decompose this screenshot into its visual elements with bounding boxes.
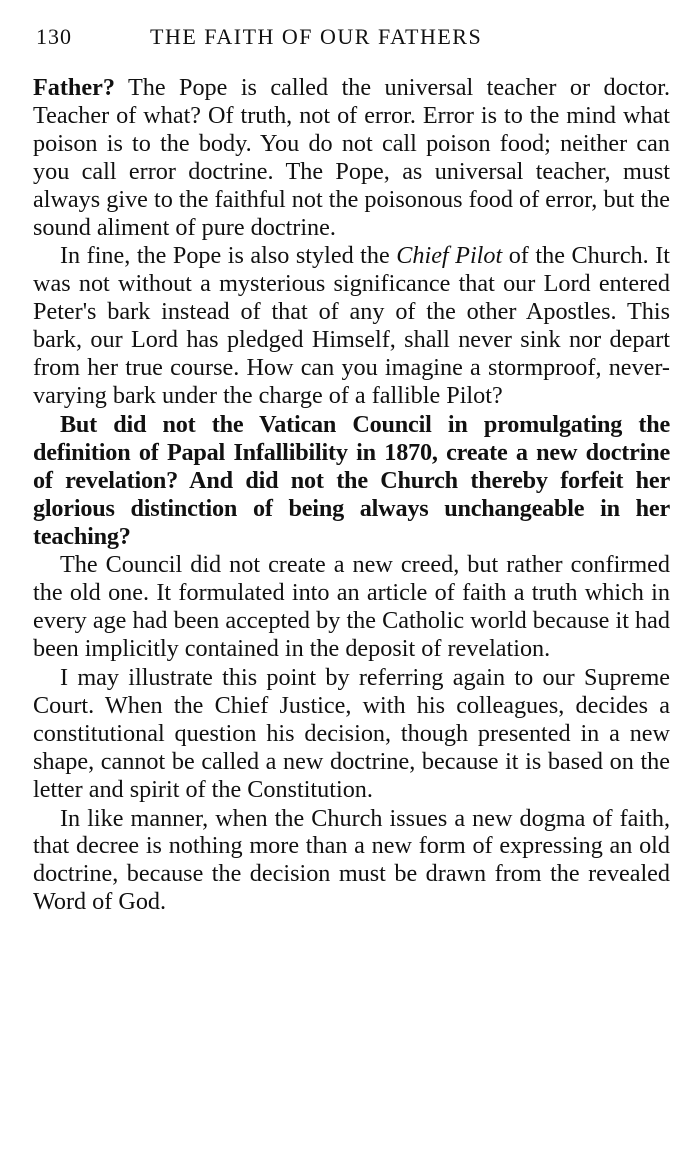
- paragraph-text: The Pope is called the universal teacher or doctor. Teacher of what? Of truth, not of error. Error is to the mind what poison is to the body. You do not call poison food; neither can you call error doctrine. The Pope, as universal teacher, must always give to the faithful not the poisonous food of error, but the sound aliment of pure doctrine.: [33, 74, 670, 241]
- question-paragraph: But did not the Vatican Council in promulgating the definition of Papal Infallibility in 1870, create a new doctrine of revelation? And did not the Church thereby forfeit her glorious distinction of being always unchangeable in her teaching?: [33, 410, 670, 550]
- running-head: [36, 20, 676, 54]
- running-title: THE FAITH OF OUR FATHERS: [150, 24, 483, 49]
- paragraph-continuation: [33, 74, 670, 241]
- paragraph-dogma-of-faith: In like manner, when the Church issues a new dogma of faith, that decree is nothing more than a new form of expressing an old doctrine, because the decision must be drawn from the revealed Word of God.: [33, 804, 670, 916]
- paragraph-text-before-italic: In fine, the Pope is also styled the: [60, 242, 397, 270]
- paragraph-lead-word: Father?: [33, 74, 115, 101]
- paragraph-supreme-court: I may illustrate this point by referring again to our Supreme Court. When the Chief Justice, with his colleagues, decides a constitutional question his decision, though presented in a new shape, cannot be called a new doctrine, because it is based on the letter and spirit of the Constitution.: [33, 664, 670, 803]
- paragraph-chief-pilot: [33, 242, 670, 409]
- paragraph-text-after-italic: of the Church. It was not without a mysterious significance that our Lord entered Peter's bark instead of that of any of the other Apostles. This bark, our Lord has pledged Himself, shall never sink nor depart from her true course. How can you imagine a stormproof, never-varying bark under the charge of a fallible Pilot?: [33, 242, 670, 409]
- answer-paragraph: The Council did not create a new creed, but rather confirmed the old one. It formulated into an article of faith a truth which in every age had been accepted by the Catholic world because it had been implicitly contained in the deposit of revelation.: [33, 551, 670, 663]
- body-text: [33, 74, 670, 916]
- italic-term-chief-pilot: Chief Pilot: [396, 242, 503, 270]
- page-number: 130: [36, 24, 72, 49]
